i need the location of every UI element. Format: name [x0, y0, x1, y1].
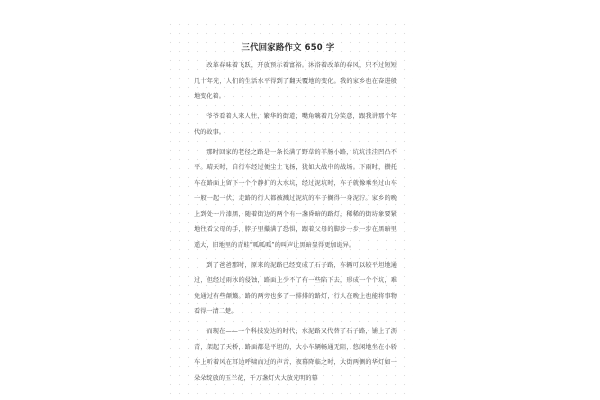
- document-title: 三代回家路作文 650 字: [241, 42, 335, 52]
- paragraph-3: 那时回家的老径之路是一条长满了野草的羊肠小路，坑坑洼洼凹凸不平。晴天时，自行车经过便尘土飞扬，犹如大战中的战场。下雨时，攒托车在路面上留下一个个静扩的大水坑，经过泥坑时，车子就像乘坐过山车一般一起一伏，走路的行人都被溅过泥坑的车子搁得一身泥泞。家乡的晚上到处一片漆黑，随着街边的两个有一盏昏暗的路灯，稀稀的街坊象要紧地往看父母的手，脖子里攥满了恐惧，跟着父母的脚步一步一步在黑暗里遥大，旧地里的青蛙“呱呱呱”的叫声让黑暗显得更加诡异。: [194, 148, 397, 249]
- paragraph-2: 爷爷看着人来人往，繁华的街道，嘴角噙着几分笑意，跟我讲那个年代的故事。: [194, 113, 397, 136]
- paragraph-4: 到了爸爸那时，原来的泥路已经变成了石子路，车辆可以较平坦地通过，但经过雨水的侵蚀，路面上少不了有一些陷下去，形成一个个坑，难免通过有些颠簸。路的两旁也多了一排排的路灯，行人在晚上也能将事物看得一清二楚。: [194, 261, 397, 315]
- paragraph-1: 改革春味着飞跃，开放预示着富裕。沐浴着改革的春风，只不过短短几十年光，人们的生活水平得到了翻天覆地的变化。我的家乡也在奋进般地变化着。: [194, 62, 397, 100]
- paragraph-5: 而现在——一个科技发达的时代，水泥路又代替了石子路，铺上了沥青，架起了天桥，路面都是平坦的，大小车辆畅通无阻，悠闲地坐在小轿车上听着风在耳边呼啸而过的声音，夜幕降临之时，大街两侧的华灯如一朵朵绽放的玉兰花，千万盏灯火大放光明的幕: [194, 328, 397, 382]
- document-page: [163, 18, 413, 400]
- document-body: [194, 58, 397, 391]
